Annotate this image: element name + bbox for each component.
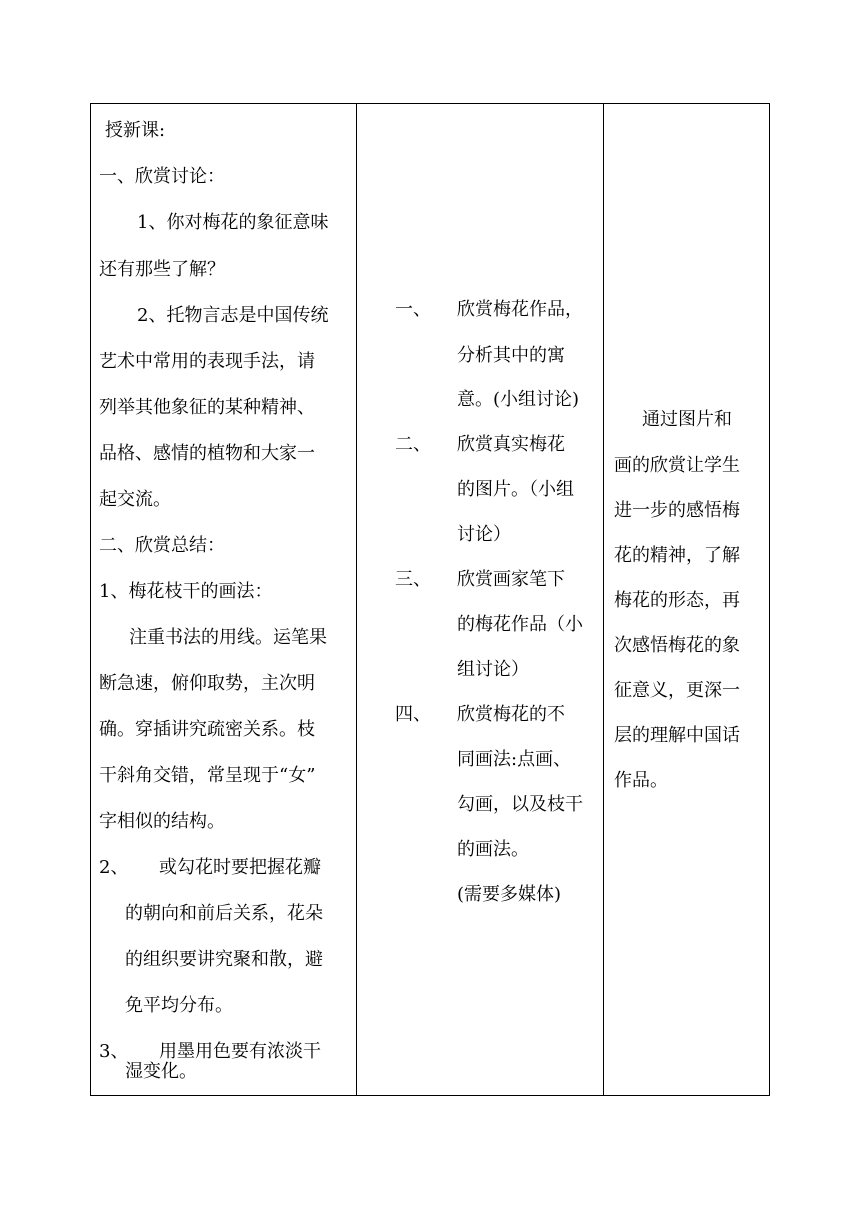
lesson-table	[90, 103, 770, 1096]
intent-line: 作品。	[614, 770, 668, 791]
activity-line: 分析其中的寓	[457, 345, 565, 366]
activity-line: 意。(小组讨论)	[457, 389, 580, 410]
text-line: 艺术中常用的表现手法，请	[99, 351, 315, 372]
text-line: 还有那些了解？	[99, 259, 225, 280]
activity-line: 欣赏真实梅花	[457, 434, 565, 455]
activity-line: 欣赏梅花的不	[457, 704, 565, 725]
text-line: 品格、感情的植物和大家一	[99, 443, 315, 464]
text-line: 湿变化。	[125, 1061, 197, 1082]
subsection-title: 一、欣赏讨论：	[99, 166, 225, 187]
intent-line: 梅花的形态，再	[614, 590, 740, 611]
text-line: 干斜角交错，常呈现于“女”	[99, 765, 316, 786]
text-line: 或勾花时要把握花瓣	[159, 857, 321, 878]
activity-line: 的图片。（小组	[457, 479, 574, 500]
text-line: 断急速，俯仰取势，主次明	[99, 673, 315, 694]
activity-line: 欣赏梅花作品，	[457, 299, 583, 320]
activity-line: 讨论）	[457, 524, 511, 545]
subsection-title: 二、欣赏总结：	[99, 535, 225, 556]
content-column	[91, 104, 357, 1095]
intent-column	[604, 104, 770, 1095]
activity-number: 四、	[395, 704, 431, 725]
activity-line: 勾画，以及枝干	[457, 794, 583, 815]
text-line: 注重书法的用线。运笔果	[129, 627, 327, 648]
section-heading: 授新课:	[105, 120, 166, 141]
activity-number: 一、	[395, 299, 431, 320]
text-line: 的朝向和前后关系，花朵	[125, 903, 323, 924]
list-number: 3、	[99, 1041, 129, 1062]
activity-line: (需要多媒体)	[457, 884, 562, 905]
activity-column	[357, 104, 604, 1095]
text-line: 的组织要讲究聚和散，避	[125, 949, 323, 970]
activity-line: 欣赏画家笔下	[457, 569, 565, 590]
text-line: 起交流。	[99, 489, 171, 510]
activity-line: 的梅花作品（小	[457, 614, 583, 635]
intent-line: 层的理解中国话	[614, 725, 740, 746]
text-line: 免平均分布。	[125, 995, 233, 1016]
intent-line: 次感悟梅花的象	[614, 635, 740, 656]
activity-line: 同画法:点画、	[457, 749, 572, 770]
text-line: 2、托物言志是中国传统	[137, 305, 329, 326]
intent-line: 征意义，更深一	[614, 680, 740, 701]
intent-line: 进一步的感悟梅	[614, 500, 740, 521]
activity-number: 二、	[395, 434, 431, 455]
text-line: 1、你对梅花的象征意味	[137, 212, 329, 233]
activity-line: 的画法。	[457, 839, 529, 860]
intent-line: 花的精神，了解	[614, 545, 740, 566]
intent-line: 通过图片和	[642, 409, 732, 430]
text-line: 1、梅花枝干的画法：	[99, 581, 273, 602]
intent-line: 画的欣赏让学生	[614, 455, 740, 476]
text-line: 确。穿插讲究疏密关系。枝	[99, 719, 315, 740]
activity-line: 组讨论）	[457, 659, 529, 680]
list-number: 2、	[99, 857, 129, 878]
text-line: 用墨用色要有浓淡干	[159, 1041, 321, 1062]
text-line: 列举其他象征的某种精神、	[99, 397, 315, 418]
activity-number: 三、	[395, 569, 431, 590]
text-line: 字相似的结构。	[99, 811, 225, 832]
